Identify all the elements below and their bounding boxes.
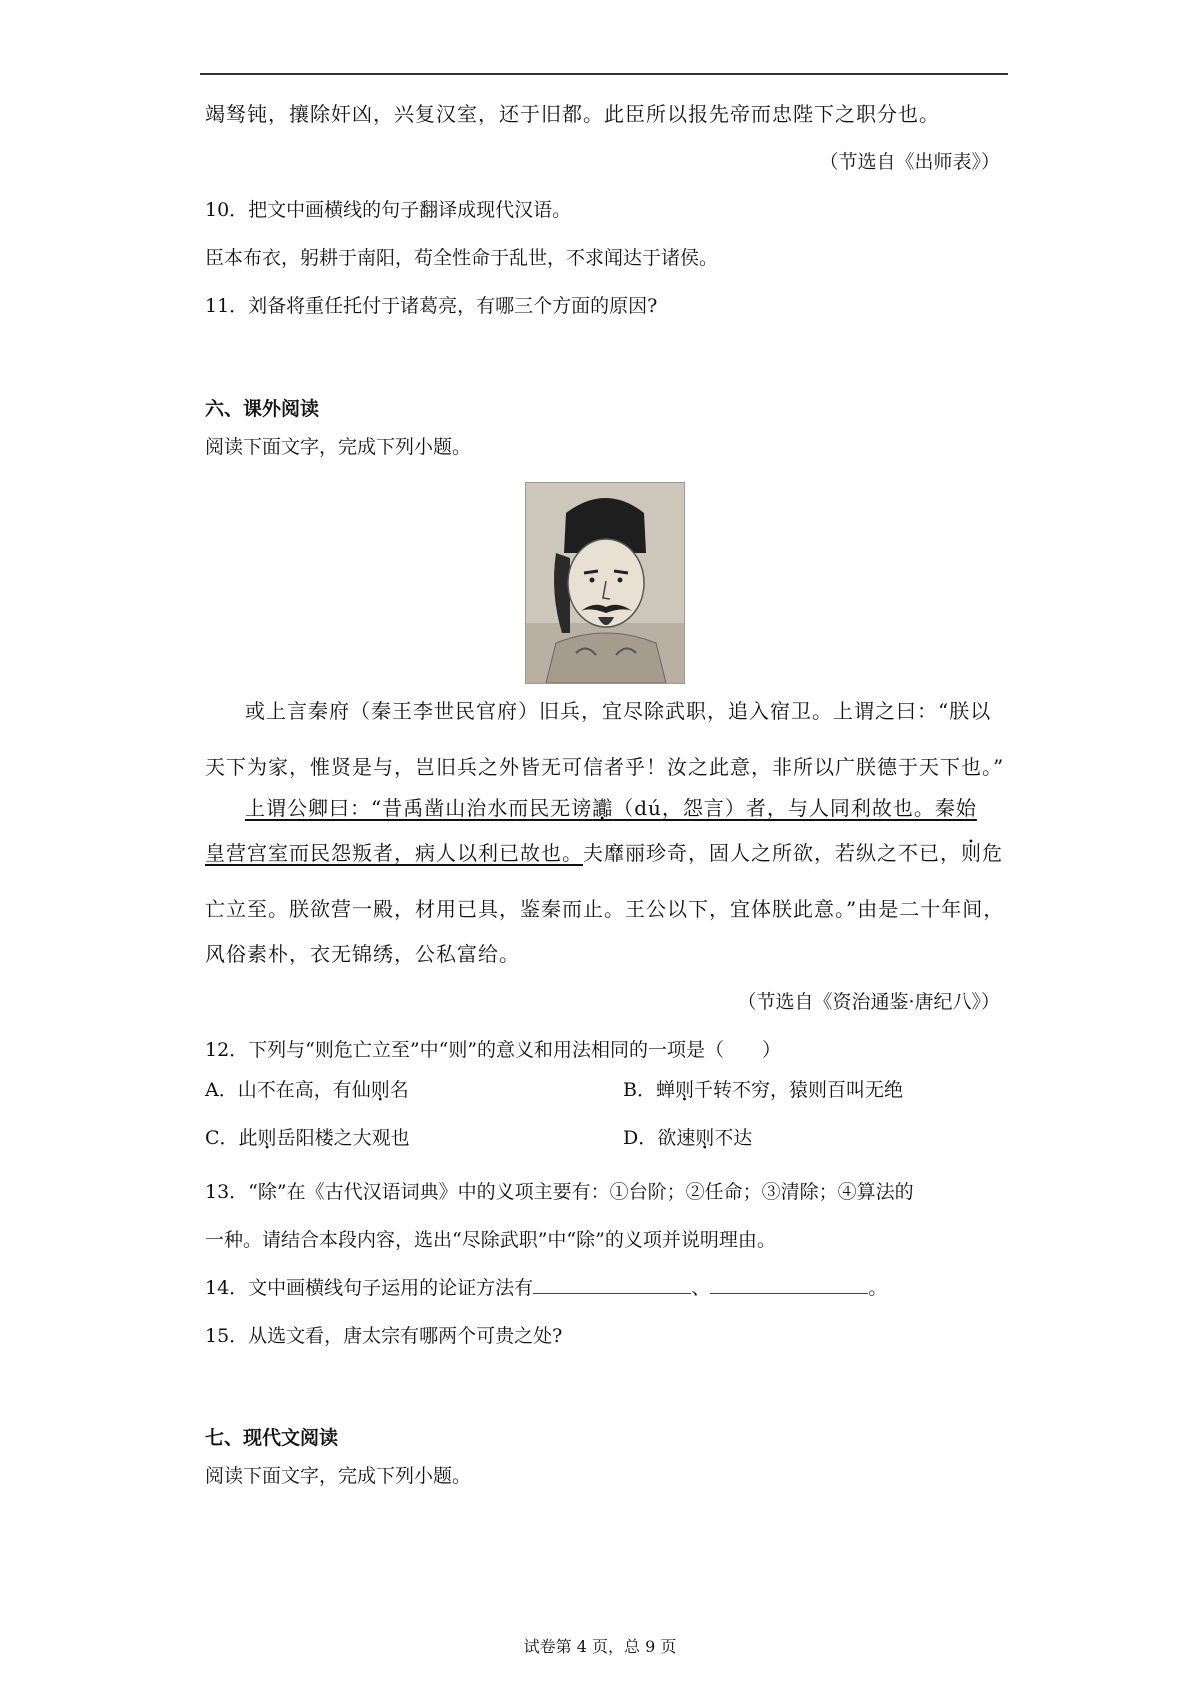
dotted-char-ze: 则 • [961, 841, 982, 865]
question-11: 11．刘备将重任托付于诸葛亮，有哪三个方面的原因? [205, 295, 658, 317]
question-10-sentence: 臣本布衣，躬耕于南阳，苟全性命于乱世，不求闻达于诸侯。 [205, 247, 719, 269]
passage-2-line-2: 天下为家，惟贤是与，岂旧兵之外皆无可信者乎！汝之此意，非所以广朕德于天下也。” [205, 755, 1005, 779]
page-footer: 试卷第 4 页，总 9 页 [523, 1637, 677, 1656]
option-b-text: B．蝉 [623, 1079, 675, 1101]
option-d-text: D．欲速 [623, 1127, 696, 1149]
underlined-sentence-end: 皇营宫室而民怨叛者，病人以利已故也。 [205, 841, 583, 865]
section-6-heading: 六、课外阅读 [205, 398, 320, 420]
option-a [205, 1076, 409, 1104]
passage-3-line-2 [205, 839, 1003, 867]
section-7-heading: 七、现代文阅读 [205, 1427, 339, 1449]
option-d [623, 1124, 752, 1152]
passage-source: （节选自《出师表》） [819, 151, 1000, 173]
question-14-text: 14．文中画横线句子运用的论证方法有 [205, 1277, 534, 1299]
question-14-sep: 、 [691, 1277, 711, 1299]
answer-blank-1[interactable] [533, 1275, 691, 1294]
option-d-dotted: 则 [695, 1127, 715, 1149]
passage-3-line-4: 风俗素朴，衣无锦绣，公私富给。 [205, 942, 520, 966]
top-rule [200, 73, 1008, 75]
option-b-dotted: 则 [674, 1079, 694, 1101]
answer-blank-2[interactable] [710, 1275, 868, 1294]
passage-line: 竭驽钝，攘除奸凶，兴复汉室，还于旧都。此臣所以报先帝而忠陛下之职分也。 [205, 102, 940, 126]
underlined-sentence-cont: （dú，怨言）者，与人同利故也。秦始 [613, 796, 977, 820]
question-15: 15．从选文看，唐太宗有哪两个可贵之处? [205, 1325, 563, 1347]
option-a-text-end: 名 [389, 1079, 409, 1101]
option-c [205, 1124, 410, 1152]
passage-text: 夫靡丽珍奇，固人之所欲，若纵之不已， [583, 841, 961, 865]
option-c-dotted: 则 [257, 1127, 277, 1149]
question-13-line-2: 一种。请结合本段内容，选出“尽除武职”中“除”的义项并说明理由。 [205, 1229, 776, 1251]
option-a-text: A．山不在高，有仙 [205, 1079, 371, 1101]
option-b [623, 1076, 903, 1104]
question-14 [205, 1274, 887, 1302]
option-c-text-end: 岳阳楼之大观也 [276, 1127, 410, 1149]
option-a-dotted: 则 [370, 1079, 390, 1101]
passage-2-source: （节选自《资治通鉴·唐纪八》） [737, 991, 1000, 1013]
passage-3-line-3: 亡立至。朕欲营一殿，材用已具，鉴秦而止。王公以下，宜体朕此意。”由是二十年间， [205, 897, 1005, 921]
question-13-line-1: 13．“除”在《古代汉语词典》中的义项主要有：①台阶；②任命；③清除；④算法的 [205, 1181, 914, 1203]
question-14-end: 。 [868, 1277, 888, 1299]
option-c-text: C．此 [205, 1127, 258, 1149]
passage-text-end: 危 [982, 841, 1003, 865]
annotated-char: 讟 [592, 796, 614, 820]
section-7-instruction: 阅读下面文字，完成下列小题。 [205, 1465, 472, 1487]
question-12: 12．下列与“则危亡立至”中“则”的意义和用法相同的一项是（ ） [205, 1039, 782, 1061]
passage-3-line-1 [245, 794, 977, 822]
option-d-text-end: 不达 [714, 1127, 753, 1149]
underlined-sentence: 上谓公卿曰：“昔禹凿山治水而民无谤 [245, 796, 593, 820]
option-b-text-end: 千转不穷，猿则百叫无绝 [693, 1079, 903, 1101]
question-10: 10．把文中画横线的句子翻译成现代汉语。 [205, 199, 572, 221]
tang-taizong-portrait [525, 482, 685, 684]
passage-2-line-1: 或上言秦府（秦王李世民官府）旧兵，宜尽除武职，追入宿卫。上谓之曰：“朕以 [245, 699, 992, 723]
section-6-instruction: 阅读下面文字，完成下列小题。 [205, 436, 472, 458]
